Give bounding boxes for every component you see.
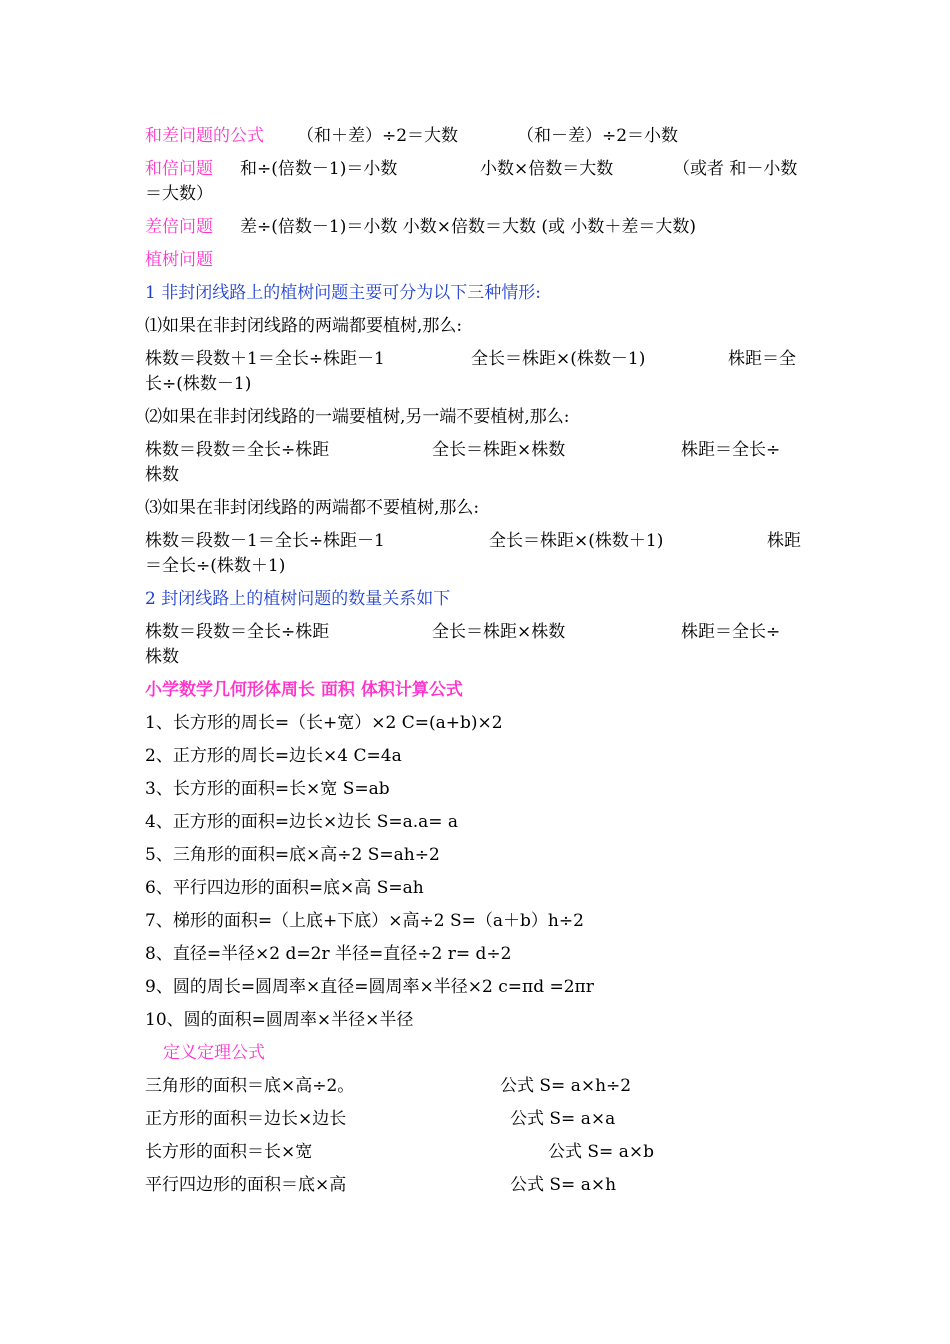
case3-formula-3b: ＝全长÷(株数＋1) xyxy=(145,556,286,576)
definition-row xyxy=(145,1173,810,1198)
case3-formula-1: 株数＝段数－1＝全长÷株距－1 xyxy=(145,531,385,551)
sum-difference-formula-1: （和＋差）÷2＝大数 xyxy=(297,126,459,146)
case2-formula-1: 株数＝段数＝全长÷株距 xyxy=(145,440,330,460)
sum-multiple-line xyxy=(145,157,810,182)
geometry-item: 10、圆的面积=圆周率×半径×半径 xyxy=(145,1010,414,1030)
definition-formula: 公式 S= a×h÷2 xyxy=(500,1076,632,1096)
closed-line-heading: 2 封闭线路上的植树问题的数量关系如下 xyxy=(145,589,451,609)
closed-formula-3b: 株数 xyxy=(145,647,179,667)
case3-formula-2: 全长＝株距×(株数＋1) xyxy=(489,531,664,551)
geometry-item: 2、正方形的周长=边长×4 C=4a xyxy=(145,746,402,766)
sum-difference-line xyxy=(145,124,810,149)
closed-formula-1: 株数＝段数＝全长÷株距 xyxy=(145,622,330,642)
sum-multiple-formula-3a: （或者 和－小数 xyxy=(673,159,798,179)
case3-formulas xyxy=(145,529,810,554)
definition-name: 三角形的面积＝底×高÷2。 xyxy=(145,1076,355,1096)
sum-multiple-formula-2: 小数×倍数＝大数 xyxy=(480,159,614,179)
geometry-item: 9、圆的周长=圆周率×直径=圆周率×半径×2 c=πd =2πr xyxy=(145,977,594,997)
definition-formula: 公式 S= a×b xyxy=(548,1142,654,1162)
tree-planting-title: 植树问题 xyxy=(145,250,213,270)
sum-multiple-label: 和倍问题 xyxy=(145,159,213,179)
closed-formula-3a: 株距＝全长÷ xyxy=(681,622,781,642)
geometry-title: 小学数学几何形体周长 面积 体积计算公式 xyxy=(145,680,463,700)
case1-formula-1: 株数＝段数＋1＝全长÷株距－1 xyxy=(145,349,385,369)
case2-formulas xyxy=(145,438,810,463)
case1-formulas-cont xyxy=(145,372,810,397)
sum-difference-formula-2: （和－差）÷2＝小数 xyxy=(517,126,679,146)
geometry-item: 8、直径=半径×2 d=2r 半径=直径÷2 r= d÷2 xyxy=(145,944,512,964)
case1-formula-3a: 株距＝全 xyxy=(728,349,796,369)
case1-formulas xyxy=(145,347,810,372)
case2-formula-3a: 株距＝全长÷ xyxy=(681,440,781,460)
definition-name: 正方形的面积＝边长×边长 xyxy=(145,1109,347,1129)
closed-formulas-cont xyxy=(145,645,810,670)
definition-row xyxy=(145,1140,810,1165)
difference-multiple-line xyxy=(145,215,810,240)
definition-row xyxy=(145,1107,810,1132)
definition-formula: 公式 S= a×a xyxy=(510,1109,616,1129)
geometry-item: 6、平行四边形的面积=底×高 S=ah xyxy=(145,878,424,898)
open-line-heading: 1 非封闭线路上的植树问题主要可分为以下三种情形: xyxy=(145,283,541,303)
case3-condition: ⑶如果在非封闭线路的两端都不要植树,那么: xyxy=(145,498,480,518)
case2-condition: ⑵如果在非封闭线路的一端要植树,另一端不要植树,那么: xyxy=(145,407,570,427)
case1-formula-3b: 长÷(株数－1) xyxy=(145,374,252,394)
case2-formula-3b: 株数 xyxy=(145,465,179,485)
difference-multiple-label: 差倍问题 xyxy=(145,217,213,237)
case2-formula-2: 全长＝株距×株数 xyxy=(432,440,566,460)
sum-multiple-formula-1: 和÷(倍数－1)＝小数 xyxy=(240,159,398,179)
definitions-title: 定义定理公式 xyxy=(163,1043,265,1063)
definition-name: 长方形的面积＝长×宽 xyxy=(145,1142,313,1162)
definition-name: 平行四边形的面积＝底×高 xyxy=(145,1175,347,1195)
difference-multiple-text: 差÷(倍数－1)＝小数 小数×倍数＝大数 (或 小数＋差＝大数) xyxy=(240,217,697,237)
case3-formula-3a: 株距 xyxy=(767,531,801,551)
geometry-item: 3、长方形的面积=长×宽 S=ab xyxy=(145,779,390,799)
case1-formula-2: 全长＝株距×(株数－1) xyxy=(471,349,646,369)
closed-formulas xyxy=(145,620,810,645)
case3-formulas-cont xyxy=(145,554,810,579)
sum-difference-label: 和差问题的公式 xyxy=(145,126,264,146)
geometry-item: 5、三角形的面积=底×高÷2 S=ah÷2 xyxy=(145,845,440,865)
geometry-item: 7、梯形的面积=（上底+下底）×高÷2 S=（a＋b）h÷2 xyxy=(145,911,584,931)
definition-row xyxy=(145,1074,810,1099)
definition-formula: 公式 S= a×h xyxy=(510,1175,617,1195)
geometry-item: 1、长方形的周长=（长+宽）×2 C=(a+b)×2 xyxy=(145,713,503,733)
case2-formulas-cont xyxy=(145,463,810,488)
geometry-item: 4、正方形的面积=边长×边长 S=a.a= a xyxy=(145,812,459,832)
sum-multiple-line-cont xyxy=(145,182,810,207)
closed-formula-2: 全长＝株距×株数 xyxy=(432,622,566,642)
sum-multiple-formula-3b: ＝大数） xyxy=(145,184,213,204)
case1-condition: ⑴如果在非封闭线路的两端都要植树,那么: xyxy=(145,316,463,336)
